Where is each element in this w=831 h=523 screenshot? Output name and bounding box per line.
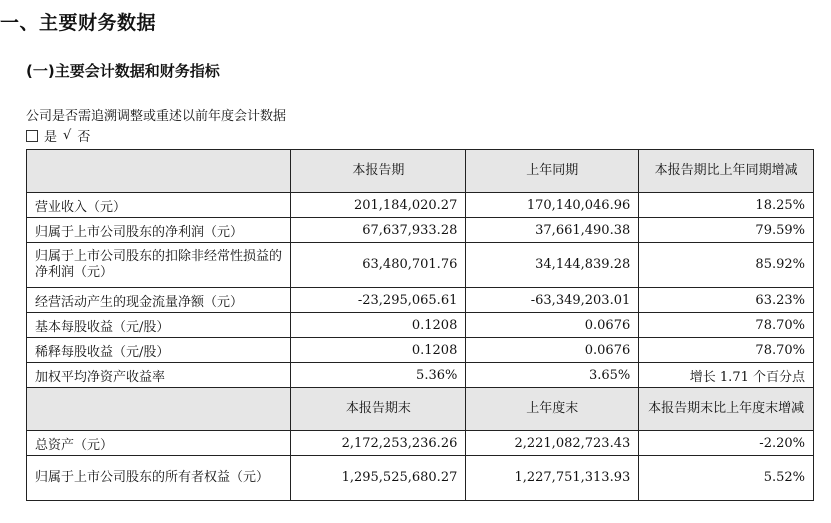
row-label: 加权平均净资产收益率 [27, 363, 291, 388]
header-cell: 本报告期 [291, 150, 466, 193]
cell-value: 78.70% [639, 313, 814, 338]
header-cell: 本报告期比上年同期增减 [639, 150, 814, 193]
row-label: 基本每股收益（元/股） [27, 313, 291, 338]
table-row [27, 338, 814, 363]
row-label: 总资产（元） [27, 431, 291, 456]
table-row [27, 243, 814, 288]
cell-value: 67,637,933.28 [291, 218, 466, 243]
header-cell: 上年度末 [466, 388, 639, 431]
header-cell [27, 388, 291, 431]
cell-value: -23,295,065.61 [291, 288, 466, 313]
header-cell: 本报告期末 [291, 388, 466, 431]
cell-value: 79.59% [639, 218, 814, 243]
row-label: 归属于上市公司股东的扣除非经常性损益的净利润（元） [27, 243, 291, 288]
table-row [27, 456, 814, 501]
cell-value: 85.92% [639, 243, 814, 288]
header-cell [27, 150, 291, 193]
checkbox-icon [26, 130, 38, 142]
cell-value: 0.1208 [291, 313, 466, 338]
cell-value: 170,140,046.96 [466, 193, 639, 218]
checkmark-icon: √ [63, 128, 72, 143]
table-row [27, 193, 814, 218]
cell-value: 18.25% [639, 193, 814, 218]
table-row [27, 363, 814, 388]
restatement-choice [26, 126, 90, 145]
cell-value: 1,227,751,313.93 [466, 456, 639, 501]
cell-value: 5.36% [291, 363, 466, 388]
row-label: 营业收入（元） [27, 193, 291, 218]
table-row [27, 313, 814, 338]
cell-value: 2,172,253,236.26 [291, 431, 466, 456]
cell-value: 增长 1.71 个百分点 [639, 363, 814, 388]
cell-value: -2.20% [639, 431, 814, 456]
row-label: 归属于上市公司股东的净利润（元） [27, 218, 291, 243]
cell-value: 78.70% [639, 338, 814, 363]
row-label: 归属于上市公司股东的所有者权益（元） [27, 456, 291, 501]
cell-value: 0.0676 [466, 313, 639, 338]
restatement-question: 公司是否需追溯调整或重述以前年度会计数据 [26, 109, 287, 124]
row-label: 稀释每股收益（元/股） [27, 338, 291, 363]
cell-value: 3.65% [466, 363, 639, 388]
cell-value: 1,295,525,680.27 [291, 456, 466, 501]
header-cell: 本报告期末比上年度末增减 [639, 388, 814, 431]
cell-value: 0.1208 [291, 338, 466, 363]
section-heading: 一、主要财务数据 [0, 12, 157, 34]
cell-value: 201,184,020.27 [291, 193, 466, 218]
table-row [27, 431, 814, 456]
table-row [27, 218, 814, 243]
cell-value: 0.0676 [466, 338, 639, 363]
table-header-row [27, 150, 814, 193]
cell-value: 2,221,082,723.43 [466, 431, 639, 456]
cell-value: 63,480,701.76 [291, 243, 466, 288]
cell-value: 63.23% [639, 288, 814, 313]
table-header-row [27, 388, 814, 431]
choice-no-label: 否 [77, 130, 91, 145]
choice-yes-label: 是 [44, 130, 58, 145]
financial-data-table [26, 149, 814, 501]
subsection-heading: (一)主要会计数据和财务指标 [26, 62, 220, 80]
cell-value: -63,349,203.01 [466, 288, 639, 313]
header-cell: 上年同期 [466, 150, 639, 193]
table-row [27, 288, 814, 313]
cell-value: 5.52% [639, 456, 814, 501]
cell-value: 34,144,839.28 [466, 243, 639, 288]
row-label: 经营活动产生的现金流量净额（元） [27, 288, 291, 313]
cell-value: 37,661,490.38 [466, 218, 639, 243]
